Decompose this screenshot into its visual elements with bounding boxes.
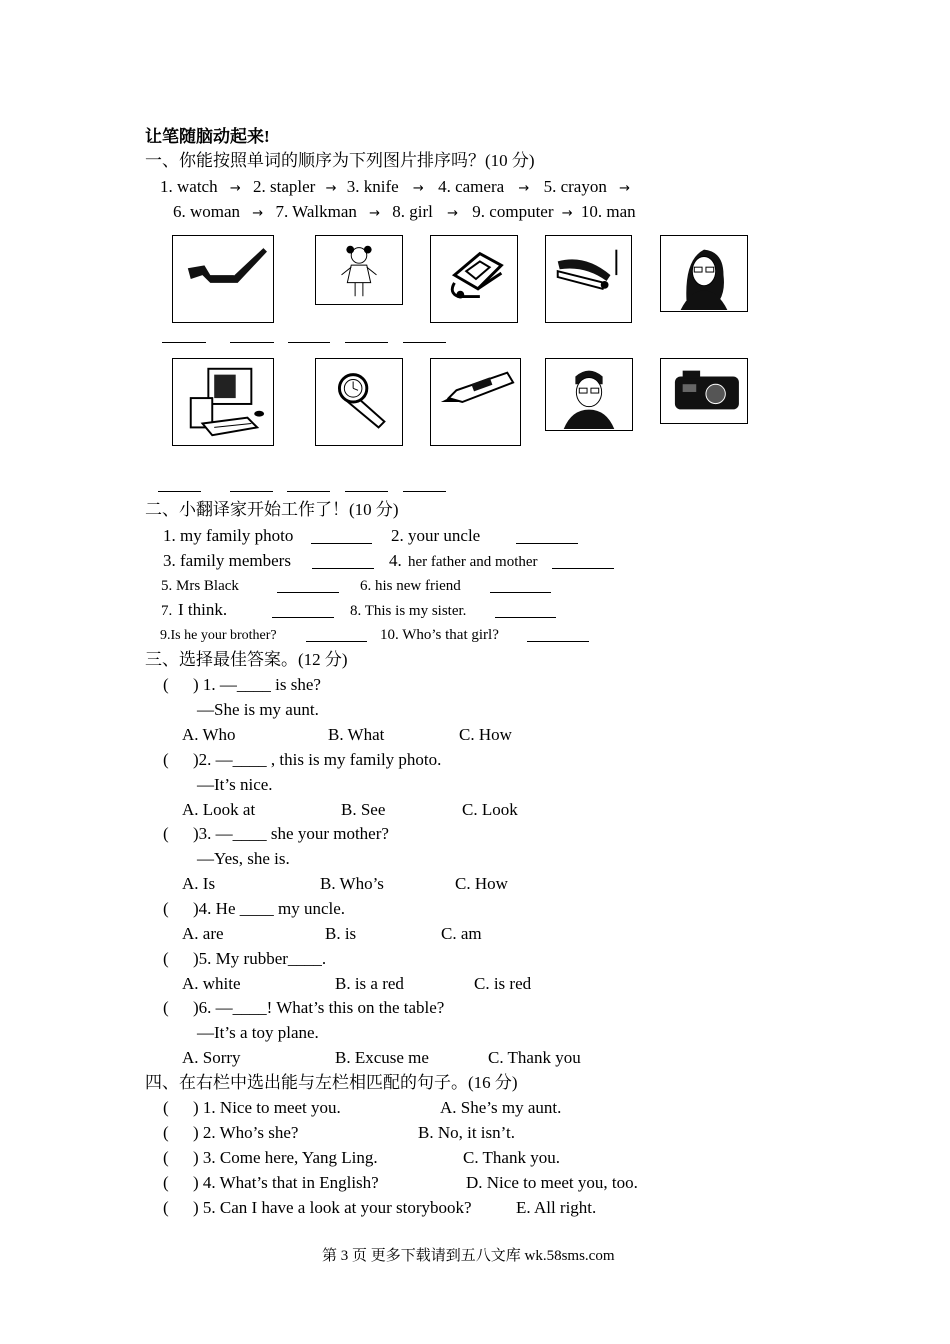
question-paren: (	[163, 824, 169, 843]
option-c[interactable]: C. How	[455, 874, 508, 893]
word-item: 9. computer	[472, 202, 554, 221]
option-c[interactable]: C. Look	[462, 800, 518, 819]
match-right: D. Nice to meet you, too.	[466, 1173, 638, 1192]
knife-icon	[172, 235, 274, 323]
answer-blank[interactable]	[312, 568, 374, 569]
translate-item: I think.	[178, 600, 228, 619]
option-a[interactable]: A. Who	[182, 725, 236, 744]
question-stem: )5. My rubber____.	[193, 949, 327, 968]
answer-blank[interactable]	[287, 491, 330, 492]
question-paren: (	[163, 949, 169, 968]
arrow-icon: →	[369, 206, 381, 221]
word-item: 7. Walkman	[275, 202, 357, 221]
arrow-icon: →	[325, 181, 337, 196]
option-b[interactable]: B. What	[328, 725, 385, 744]
option-a[interactable]: A. white	[182, 974, 241, 993]
word-item: 8. girl	[392, 202, 433, 221]
question-paren: (	[163, 1173, 169, 1192]
word-item: 5. crayon	[543, 177, 607, 196]
translate-item: 2. your uncle	[391, 526, 481, 545]
walkman-icon	[430, 235, 518, 323]
word-list-row2	[173, 202, 636, 224]
answer-blank[interactable]	[272, 617, 334, 618]
match-right: E. All right.	[516, 1198, 597, 1217]
answer-blank[interactable]	[345, 342, 388, 343]
translate-item: 3. family members	[163, 551, 291, 570]
question-stem: ) 1. —____ is she?	[193, 675, 321, 694]
option-a[interactable]: A. Is	[182, 874, 216, 893]
word-item: 6. woman	[173, 202, 241, 221]
option-a[interactable]: A. Sorry	[182, 1048, 241, 1067]
option-a[interactable]: A. are	[182, 924, 224, 943]
option-b[interactable]: B. See	[341, 800, 386, 819]
translate-item-number: 4.	[389, 551, 402, 570]
translate-item: 5. Mrs Black	[161, 578, 239, 594]
option-c[interactable]: C. am	[441, 924, 482, 943]
woman-icon	[660, 235, 748, 312]
option-c[interactable]: C. Thank you	[488, 1048, 581, 1067]
arrow-icon: →	[229, 181, 241, 196]
match-right: A. She’s my aunt.	[440, 1098, 562, 1117]
option-c[interactable]: C. How	[459, 725, 512, 744]
translate-item: 9.Is he your brother?	[160, 628, 277, 643]
word-item: 1. watch	[160, 177, 218, 196]
stapler-icon	[545, 235, 632, 323]
question-stem: )3. —____ she your mother?	[193, 824, 389, 843]
match-left: ) 2. Who’s she?	[193, 1123, 299, 1142]
translate-item: 8. This is my sister.	[350, 603, 467, 619]
match-left: ) 1. Nice to meet you.	[193, 1098, 341, 1117]
question-stem: )6. —____! What’s this on the table?	[193, 998, 445, 1017]
answer-blank[interactable]	[230, 491, 273, 492]
question-paren: (	[163, 1198, 169, 1217]
question-reply: —It’s nice.	[197, 775, 273, 794]
answer-blank[interactable]	[490, 592, 551, 593]
answer-blank[interactable]	[306, 641, 367, 642]
word-item: 10. man	[580, 202, 636, 221]
translate-item: her father and mother	[408, 554, 538, 570]
match-right: B. No, it isn’t.	[418, 1123, 515, 1142]
match-left: ) 5. Can I have a look at your storybook?	[193, 1198, 472, 1217]
section2-heading: 二、小翻译家开始工作了！(10 分)	[145, 500, 399, 519]
option-b[interactable]: B. is	[325, 924, 357, 943]
question-stem: )4. He ____ my uncle.	[193, 899, 346, 918]
man-icon	[545, 358, 633, 431]
translate-item: 6. his new friend	[360, 578, 461, 594]
answer-blank[interactable]	[495, 617, 556, 618]
word-item: 2. stapler	[253, 177, 316, 196]
section1-heading: 一、你能按照单词的顺序为下列图片排序吗？(10 分)	[145, 151, 535, 170]
arrow-icon: →	[412, 181, 424, 196]
translate-item: 1. my family photo	[163, 526, 294, 545]
question-paren: (	[163, 1098, 169, 1117]
computer-icon	[172, 358, 274, 446]
question-paren: (	[163, 1148, 169, 1167]
answer-blank[interactable]	[158, 491, 201, 492]
match-left: ) 3. Come here, Yang Ling.	[193, 1148, 378, 1167]
arrow-icon: →	[447, 206, 459, 221]
answer-blank[interactable]	[230, 342, 274, 343]
word-item: 3. knife	[346, 177, 399, 196]
question-reply: —It’s a toy plane.	[197, 1023, 319, 1042]
match-right: C. Thank you.	[463, 1148, 560, 1167]
arrow-icon: →	[252, 206, 264, 221]
question-paren: (	[163, 899, 169, 918]
answer-blank[interactable]	[311, 543, 372, 544]
arrow-icon: →	[561, 206, 573, 221]
section4-heading: 四、在右栏中选出能与左栏相匹配的句子。(16 分)	[145, 1073, 518, 1092]
answer-blank[interactable]	[527, 641, 589, 642]
question-paren: (	[163, 675, 169, 694]
crayon-icon	[430, 358, 521, 446]
match-left: ) 4. What’s that in English?	[193, 1173, 379, 1192]
section3-heading: 三、选择最佳答案。(12 分)	[145, 650, 348, 669]
option-b[interactable]: B. Who’s	[320, 874, 384, 893]
answer-blank[interactable]	[345, 491, 388, 492]
question-paren: (	[163, 1123, 169, 1142]
answer-blank[interactable]	[552, 568, 614, 569]
page-title: 让笔随脑动起来!	[145, 127, 270, 146]
question-stem: )2. —____ , this is my family photo.	[193, 750, 442, 769]
arrow-icon: →	[619, 181, 630, 196]
option-a[interactable]: A. Look at	[182, 800, 256, 819]
translate-item: 10. Who’s that girl?	[380, 627, 499, 643]
translate-item-number: 7.	[161, 603, 173, 619]
watch-icon	[315, 358, 403, 446]
arrow-icon: →	[518, 181, 530, 196]
girl-icon	[315, 235, 403, 305]
option-b[interactable]: B. Excuse me	[335, 1048, 429, 1067]
camera-icon	[660, 358, 748, 424]
question-paren: (	[163, 750, 169, 769]
question-paren: (	[163, 998, 169, 1017]
answer-blank[interactable]	[277, 592, 339, 593]
question-reply: —Yes, she is.	[197, 849, 290, 868]
answer-blank[interactable]	[516, 543, 578, 544]
page-footer: 第 3 页 更多下载请到五八文库 wk.58sms.com	[322, 1248, 615, 1264]
option-c[interactable]: C. is red	[474, 974, 532, 993]
answer-blank[interactable]	[403, 491, 446, 492]
answer-blank[interactable]	[162, 342, 206, 343]
option-b[interactable]: B. is a red	[335, 974, 404, 993]
question-reply: —She is my aunt.	[197, 700, 319, 719]
word-item: 4. camera	[438, 177, 505, 196]
answer-blank[interactable]	[403, 342, 446, 343]
word-list-row1	[160, 177, 638, 199]
answer-blank[interactable]	[288, 342, 330, 343]
